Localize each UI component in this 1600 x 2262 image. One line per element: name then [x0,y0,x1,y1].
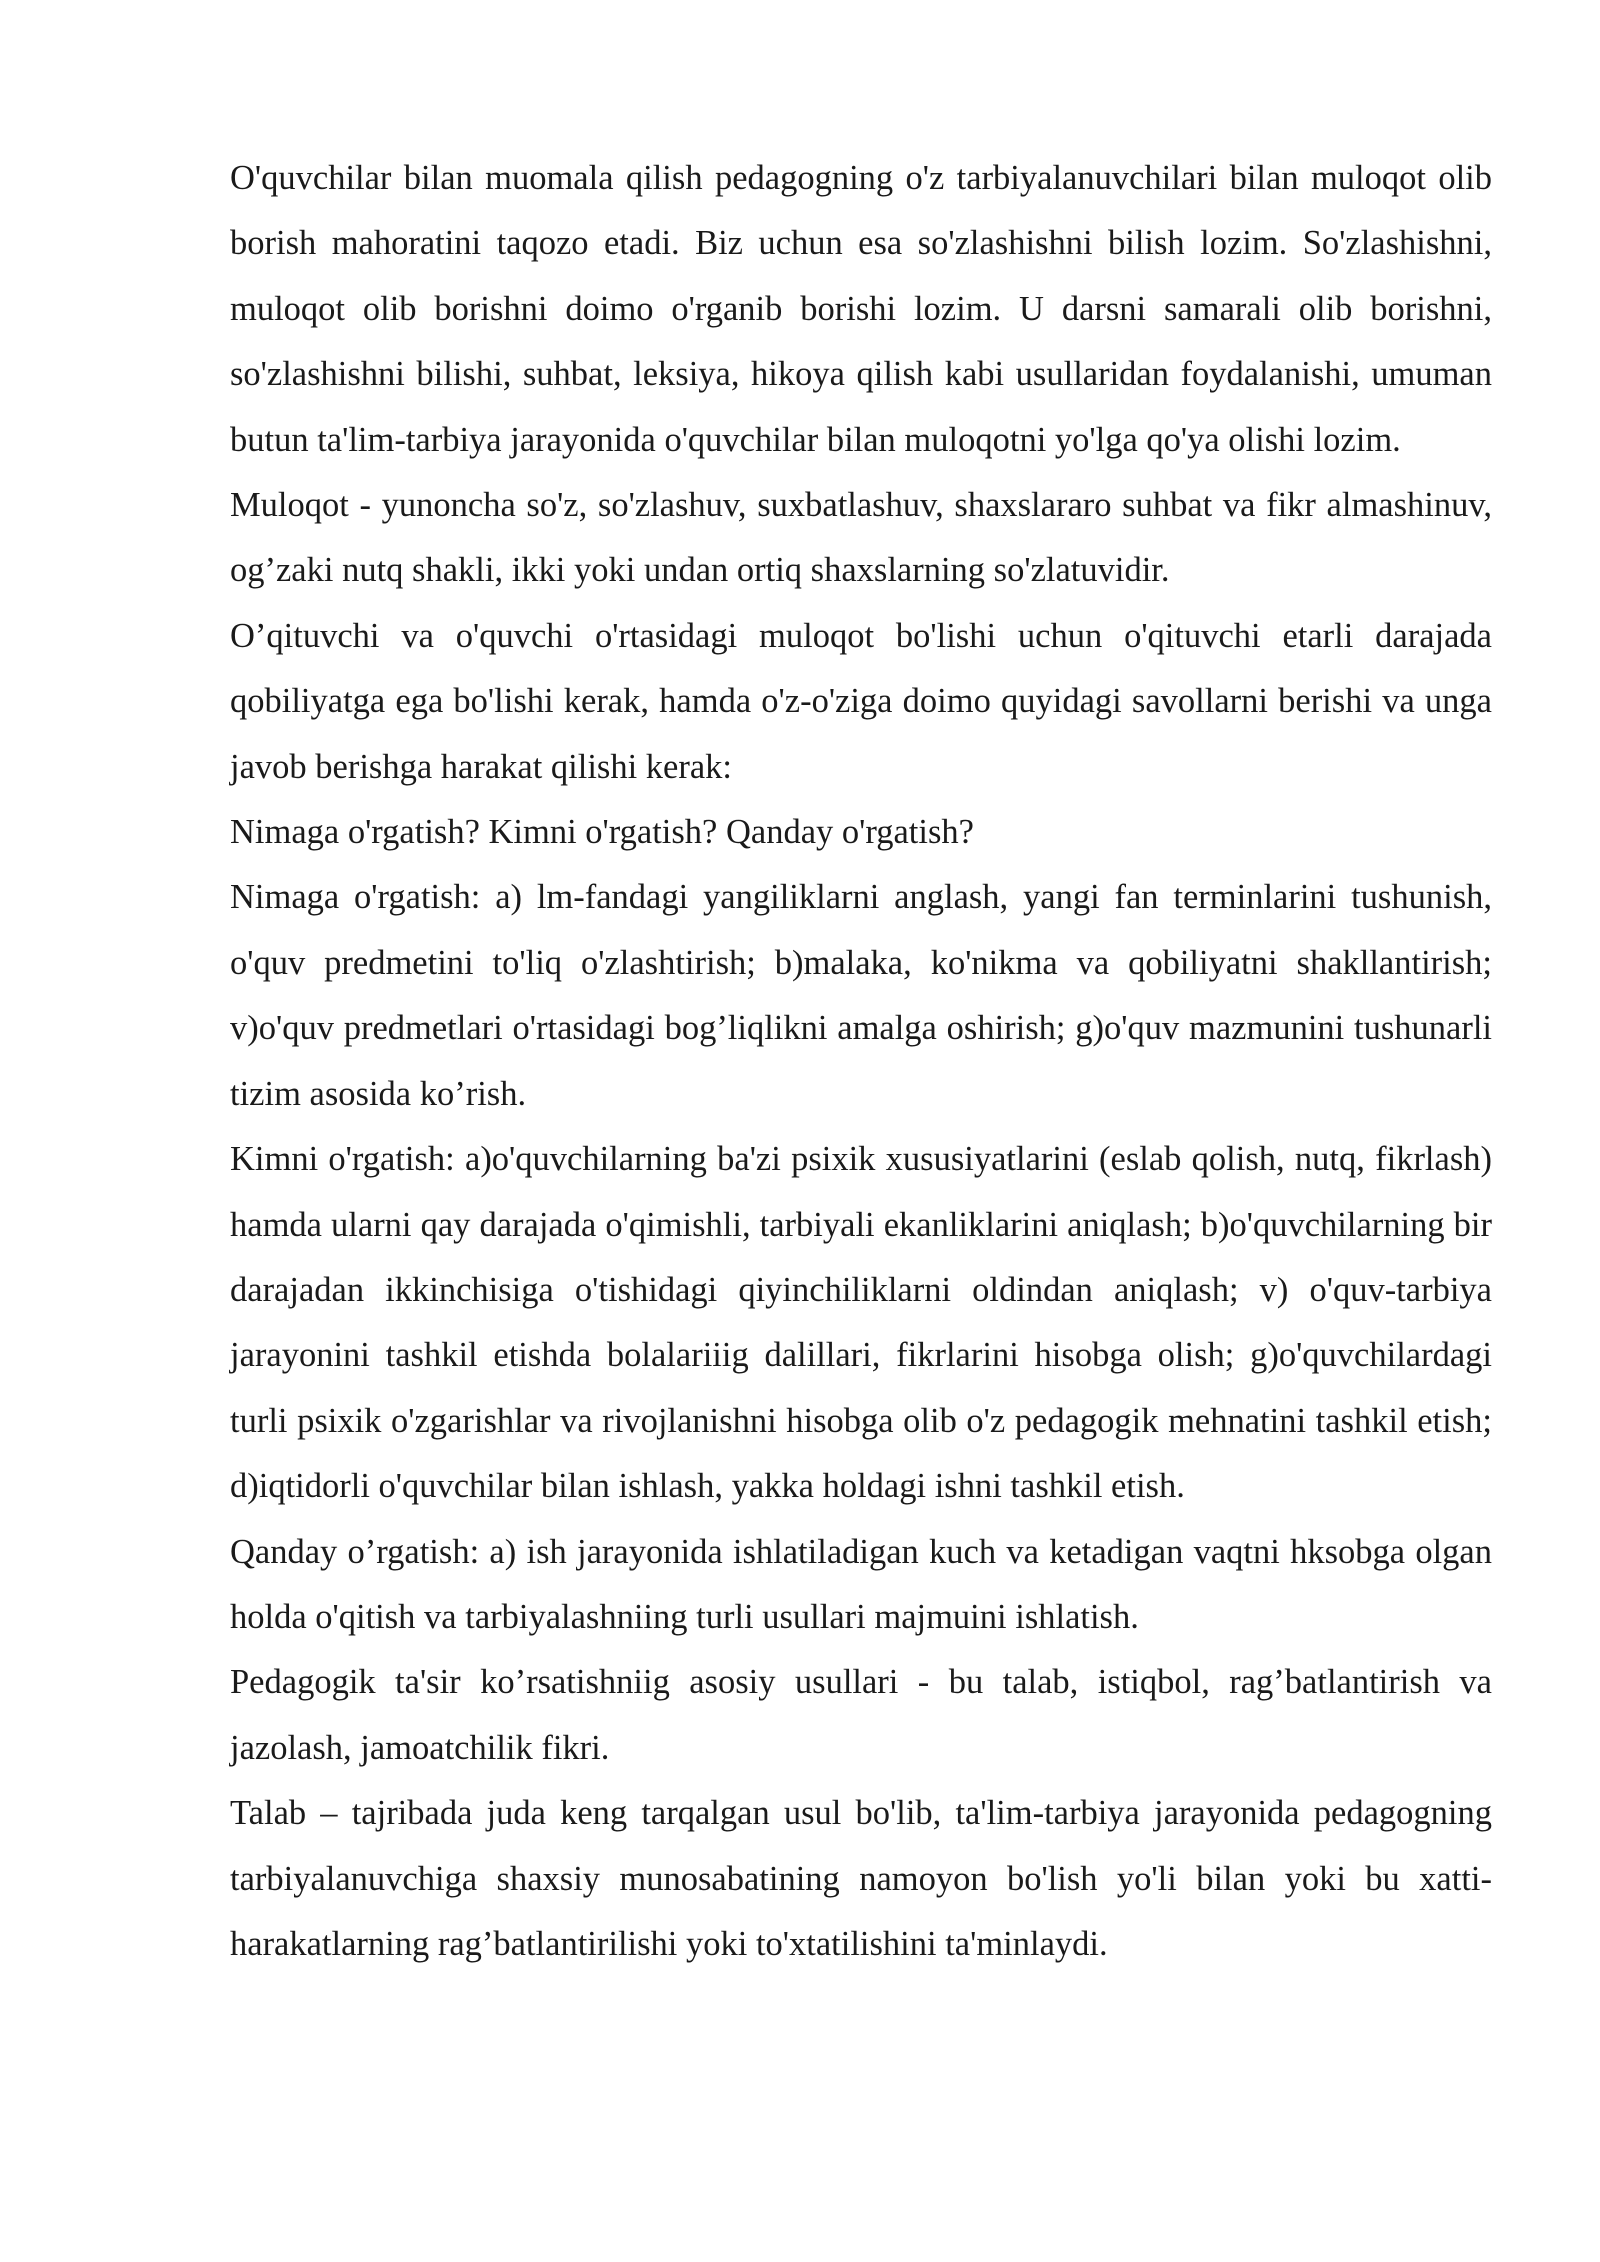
paragraph-three-questions: Nimaga o'rgatish? Kimni o'rgatish? Qanday o'rgatish? [230,813,974,852]
paragraph-nimaga-orgatish: Nimaga o'rgatish: a) lm-fandagi yangiliklarni anglash, yangi fan terminlarini tushunish, o'quv predmetini to'liq o'zlashtirish; b)malaka, ko'nikma va qobiliyatni shakllantirish; v)o'quv predmetlari o'rtasidagi bog’liqlikni amalga oshirish; g)o'quv mazmunini tushunarli tizim asosida ko’rish. [230,878,1492,1113]
paragraph-qanday-orgatish: Qanday o’rgatish: a) ish jarayonida ishlatiladigan kuch va ketadigan vaqtni hksobga olgan holda o'qitish va tarbiyalashniing turli usullari majmuini ishlatish. [230,1532,1492,1636]
document-page [230,146,1492,1977]
paragraph-teacher-questions: O’qituvchi va o'quvchi o'rtasidagi muloqot bo'lishi uchun o'qituvchi etarli darajada qobiliyatga ega bo'lishi kerak, hamda o'z-o'ziga doimo quyidagi savollarni berishi va unga javob berishga harakat qilishi kerak: [230,616,1492,786]
paragraph-talab: Talab – tajribada juda keng tarqalgan usul bo'lib, ta'lim-tarbiya jarayonida pedagogning tarbiyalanuvchiga shaxsiy munosabatining namoyon bo'lish yo'li bilan yoki bu xatti-harakatlarning rag’batlantirilishi yoki to'xtatilishini ta'minlaydi. [230,1794,1492,1963]
paragraph-pedagogik-tasir: Pedagogik ta'sir ko’rsatishniig asosiy usullari - bu talab, istiqbol, rag’batlantirish va jazolash, jamoatchilik fikri. [230,1663,1492,1767]
paragraph-muomala: O'quvchilar bilan muomala qilish pedagogning o'z tarbiyalanuvchilari bilan muloqot olib borish mahoratini taqozo etadi. Biz uchun esa so'zlashishni bilish lozim. So'zlashishni, muloqot olib borishni doimo o'rganib borishi lozim. U darsni samarali olib borishni, so'zlashishni bilishi, suhbat, leksiya, hikoya qilish kabi usullaridan foydalanishi, umuman butun ta'lim-tarbiya jarayonida o'quvchilar bilan muloqotni yo'lga qo'ya olishi lozim. [230,159,1492,459]
paragraph-muloqot-definition: Muloqot - yunoncha so'z, so'zlashuv, suxbatlashuv, shaxslararo suhbat va fikr almashinuv, og’zaki nutq shakli, ikki yoki undan ortiq shaxslarning so'zlatuvidir. [230,486,1492,590]
paragraph-kimni-orgatish: Kimni o'rgatish: a)o'quvchilarning ba'zi psixik xususiyatlarini (eslab qolish, nutq, fikrlash) hamda ularni qay darajada o'qimishli, tarbiyali ekanliklarini aniqlash; b)o'quvchilarning bir darajadan ikkinchisiga o'tishidagi qiyinchiliklarni oldindan aniqlash; v) o'quv-tarbiya jarayonini tashkil etishda bolalariiig dalillari, fikrlarini hisobga olish; g)o'quvchilardagi turli psixik o'zgarishlar va rivojlanishni hisobga olib o'z pedagogik mehnatini tashkil etish; d)iqtidorli o'quvchilar bilan ishlash, yakka holdagi ishni tashkil etish. [230,1140,1492,1506]
